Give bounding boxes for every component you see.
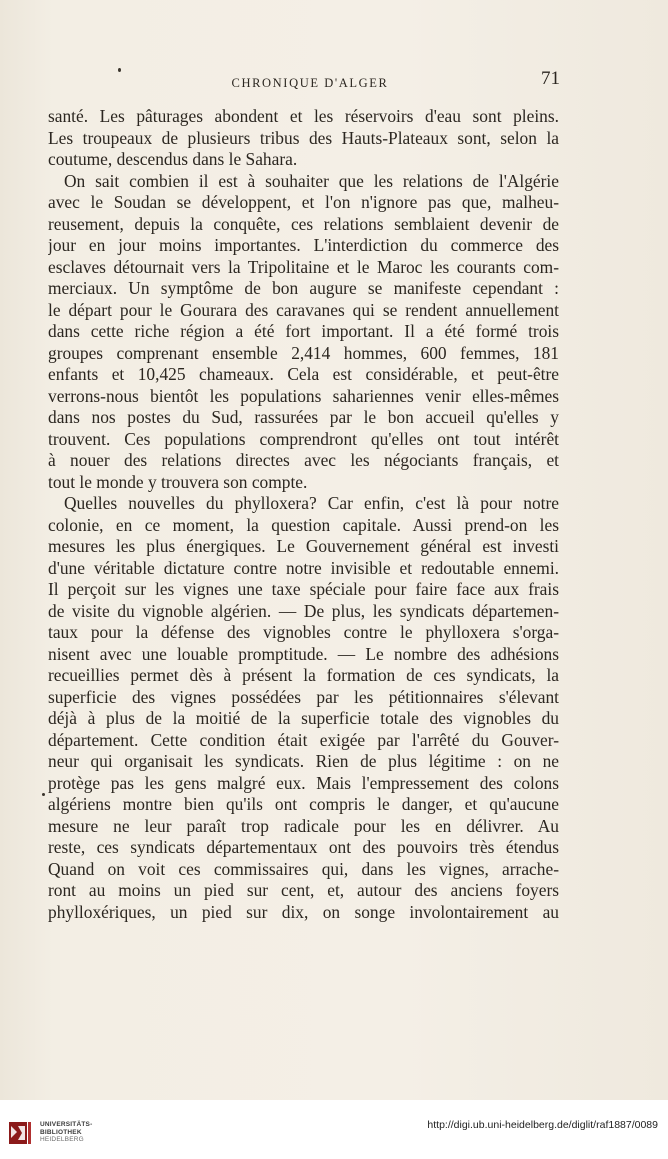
text-line: phylloxériques, un pied sur dix, on songe involontairement au: [48, 901, 559, 922]
ink-speck: [118, 68, 121, 72]
footer-bar: [0, 1100, 668, 1159]
text-line: colonie, en ce moment, la question capitale. Aussi prend-on les: [48, 514, 559, 535]
text-line: trouvent. Ces populations comprendront qu'elles ont tout intérêt: [48, 428, 559, 449]
page-number: 71: [541, 68, 560, 89]
text-line: taux pour la défense des vignobles contre le phylloxera s'orga-: [48, 622, 559, 642]
text-line: protège pas les gens malgré eux. Mais l'empressement des colons: [48, 772, 559, 793]
university-library-logo-icon: [8, 1118, 40, 1148]
text-line: Quand on voit ces commissaires qui, dans les vignes, arrache-: [48, 858, 559, 879]
text-line: tout le monde y trouvera son compte.: [48, 471, 308, 492]
text-line: algériens montre bien qu'ils ont compris le danger, et qu'aucune: [48, 794, 559, 814]
text-line: enfants et 10,425 chameaux. Cela est considérable, et peut-être: [48, 364, 559, 384]
text-line: mesure ne leur paraît trop radicale pour les en délivrer. Au: [48, 815, 559, 836]
text-line: reusement, depuis la conquête, ces relations semblaient devenir de: [48, 213, 559, 234]
text-line: neur qui organisait les syndicats. Rien de plus légitime : on ne: [48, 751, 559, 771]
library-name: [40, 1121, 92, 1144]
library-name-line: UNIVERSITÄTS-: [40, 1121, 93, 1128]
text-line: merciaux. Un symptôme de bon augure se manifeste cependant :: [48, 278, 559, 298]
text-line: Quelles nouvelles du phylloxera? Car enfin, c'est là pour notre: [64, 493, 559, 513]
text-line: On sait combien il est à souhaiter que les relations de l'Algérie: [64, 170, 559, 191]
library-name-line: BIBLIOTHEK: [40, 1128, 82, 1136]
running-title: CHRONIQUE D'ALGER: [231, 76, 389, 90]
text-line: jour en jour moins importantes. L'interdiction du commerce des: [48, 235, 559, 255]
text-line: nisent avec une louable promptitude. — Le nombre des adhésions: [48, 643, 559, 664]
text-line: ront au moins un pied sur cent, et, autour des anciens foyers: [48, 880, 559, 900]
text-line: Il perçoit sur les vignes une taxe spéciale pour faire face aux frais: [48, 579, 559, 599]
text-line: santé. Les pâturages abondent et les réservoirs d'eau sont pleins.: [48, 106, 559, 126]
source-url-link[interactable]: http://digi.ub.uni-heidelberg.de/diglit/raf1887/0089: [427, 1119, 658, 1131]
text-line: esclaves détournait vers la Tripolitaine et le Maroc les courants com-: [48, 256, 559, 277]
text-line: dans nos postes du Sud, rassurées par le bon accueil qu'elles y: [48, 407, 559, 427]
ink-speck: [42, 793, 45, 796]
text-line: verrons-nous bientôt les populations sahariennes venir elles-mêmes: [48, 385, 559, 406]
text-line: département. Cette condition était exigée par l'arrêté du Gouver-: [48, 729, 559, 750]
text-line: reste, ces syndicats départementaux ont des pouvoirs très étendus: [48, 837, 559, 857]
text-line: de visite du vignoble algérien. — De plus, les syndicats départemen-: [48, 600, 559, 621]
text-line: avec le Soudan se développent, et l'on n'ignore pas que, malheu-: [48, 192, 559, 212]
text-line: recueillies permet dès à présent la formation de ces syndicats, la: [48, 665, 559, 685]
text-line: déjà à plus de la moitié de la superficie totale des vignobles du: [48, 708, 559, 728]
text-line: Les troupeaux de plusieurs tribus des Hauts-Plateaux sont, selon la: [48, 127, 559, 148]
text-line: superficie des vignes possédées par les pétitionnaires s'élevant: [48, 686, 559, 707]
text-line: d'une véritable dictature contre notre invisible et redoutable ennemi.: [48, 557, 559, 578]
text-line: coutume, descendus dans le Sahara.: [48, 149, 298, 169]
body-text: [48, 106, 559, 923]
library-name-line: HEIDELBERG: [40, 1136, 84, 1143]
text-line: mesures les plus énergiques. Le Gouvernement général est investi: [48, 536, 559, 556]
text-line: à nouer des relations directes avec les négociants français, et: [48, 450, 559, 470]
text-line: dans cette riche région a été fort important. Il a été formé trois: [48, 321, 559, 341]
text-line: le départ pour le Gourara des caravanes qui se rendent annuellement: [48, 299, 559, 320]
text-line: groupes comprenant ensemble 2,414 hommes, 600 femmes, 181: [48, 342, 559, 363]
